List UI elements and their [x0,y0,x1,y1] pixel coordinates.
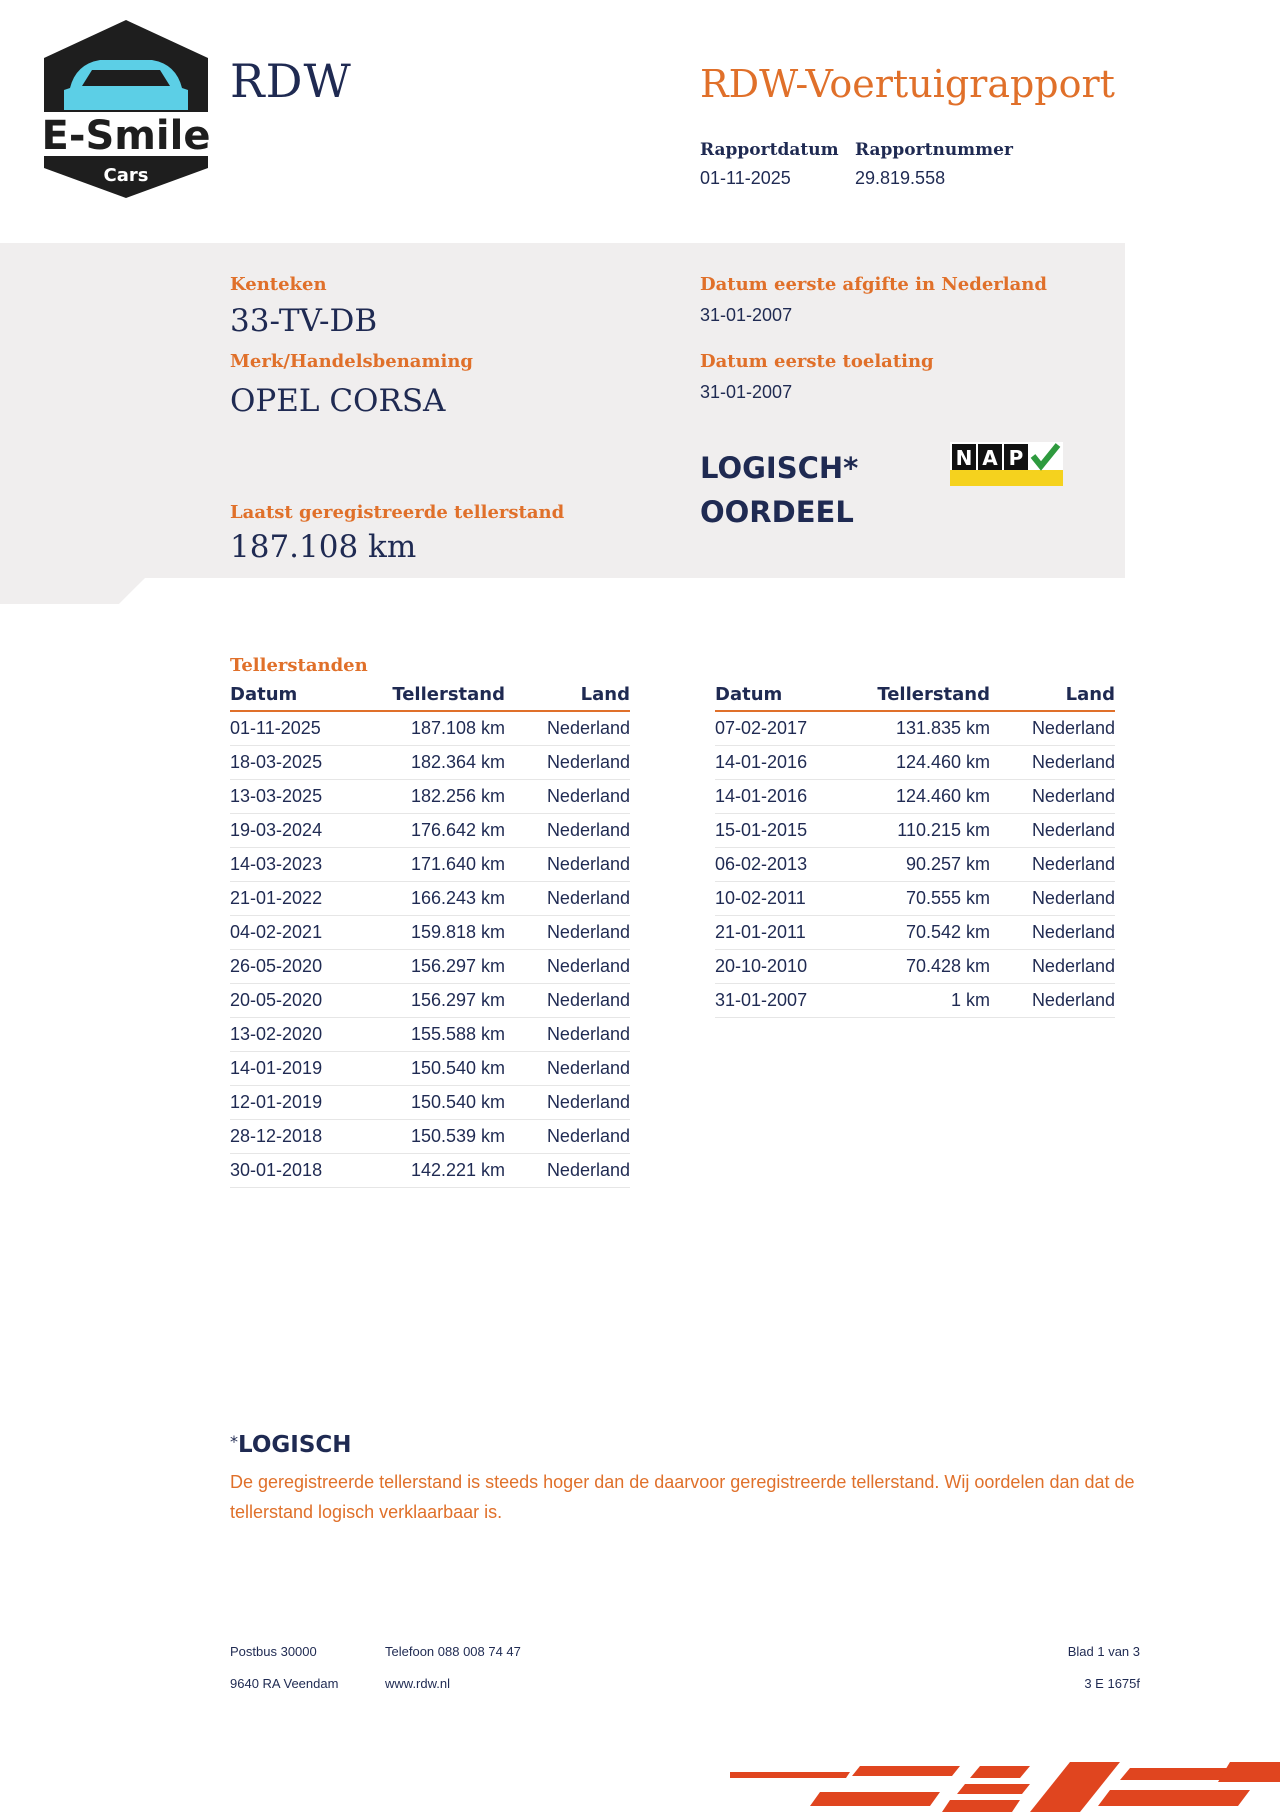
table-header [230,684,630,712]
row-km: 150.540 km [410,1058,505,1078]
rdw-stripes-graphic [730,1762,1280,1812]
readings-title: Tellerstanden [230,655,368,676]
table-row [715,984,1115,1018]
row-date: 14-01-2019 [230,1058,323,1078]
row-km: 156.297 km [410,990,505,1010]
row-km: 70.428 km [905,956,990,976]
row-country: Nederland [546,1024,630,1044]
row-country: Nederland [1031,990,1115,1010]
table-row [230,950,630,984]
footer-city: 9640 RA Veendam [230,1676,339,1691]
row-date: 26-05-2020 [230,956,323,976]
row-country: Nederland [546,1058,630,1078]
row-km: 156.297 km [410,956,505,976]
row-km: 159.818 km [410,922,505,942]
table-row [230,814,630,848]
row-country: Nederland [546,1160,630,1180]
verdict-line-2: OORDEEL [700,495,854,529]
row-country: Nederland [1031,854,1115,874]
table-row [230,1052,630,1086]
table-row [715,848,1115,882]
footer-web[interactable]: www.rdw.nl [385,1676,451,1691]
row-date: 31-01-2007 [715,990,808,1010]
odometer-label: Laatst geregistreerde tellerstand [230,502,565,523]
readings-table-left [230,684,630,1188]
rdw-wordmark: RDW [230,54,352,108]
header-date: Datum [715,684,783,705]
table-row [715,950,1115,984]
row-date: 15-01-2015 [715,820,808,840]
e-smile-logo [36,18,216,200]
header-km: Tellerstand [392,684,505,705]
table-row [230,984,630,1018]
row-country: Nederland [546,820,630,840]
report-date: 01-11-2025 [700,168,791,188]
table-row [715,916,1115,950]
row-country: Nederland [1031,956,1115,976]
row-km: 155.588 km [410,1024,505,1044]
row-country: Nederland [1031,922,1115,942]
footnote-text: De geregistreerde tellerstand is steeds hoger dan de daarvoor geregistreerde tellerstand. Wij oordelen dan dat de tellerstand logisch verklaarbaar is. [230,1472,1135,1522]
report-date-label: Rapportdatum [700,140,839,160]
table-row [230,882,630,916]
row-km: 110.215 km [897,820,990,840]
row-country: Nederland [1031,752,1115,772]
row-date: 19-03-2024 [230,820,323,840]
row-km: 70.542 km [905,922,990,942]
row-date: 30-01-2018 [230,1160,323,1180]
odometer-value: 187.108 km [230,529,417,565]
row-date: 18-03-2025 [230,752,323,772]
readings-table-right [715,684,1115,1018]
row-date: 20-05-2020 [230,990,323,1010]
row-country: Nederland [546,1126,630,1146]
row-date: 01-11-2025 [230,718,321,738]
row-km: 150.539 km [410,1126,505,1146]
table-row [230,1120,630,1154]
footnote-title [230,1432,352,1458]
verdict [700,446,858,534]
report-number-label: Rapportnummer [855,140,1013,160]
row-country: Nederland [1031,718,1115,738]
header-date: Datum [230,684,298,705]
table-row [715,882,1115,916]
row-km: 70.555 km [905,888,990,908]
table-row [230,848,630,882]
table-row [230,780,630,814]
table-row [230,1086,630,1120]
row-km: 131.835 km [895,718,990,738]
table-row [715,780,1115,814]
brand-label: Merk/Handelsbenaming [230,351,474,372]
nap-check-icon [950,442,1063,486]
footnote-title-text: LOGISCH [238,1432,352,1458]
plate-label: Kenteken [230,274,327,295]
table-row [230,1018,630,1052]
row-km: 90.257 km [905,854,990,874]
row-country: Nederland [546,1092,630,1112]
table-row [715,814,1115,848]
verdict-line-1: LOGISCH* [700,451,859,485]
row-km: 171.640 km [410,854,505,874]
row-km: 187.108 km [410,718,505,738]
table-row [230,916,630,950]
table-row [230,1154,630,1188]
row-km: 182.256 km [410,786,505,806]
row-date: 06-02-2013 [715,854,808,874]
row-km: 1 km [950,990,990,1010]
row-date: 13-03-2025 [230,786,323,806]
row-country: Nederland [546,854,630,874]
header-country: Land [580,684,630,705]
row-country: Nederland [546,752,630,772]
row-date: 28-12-2018 [230,1126,323,1146]
row-country: Nederland [1031,820,1115,840]
table-row [230,712,630,746]
nap-letter-a: A [982,446,998,470]
header-km: Tellerstand [877,684,990,705]
row-country: Nederland [546,786,630,806]
row-km: 150.540 km [410,1092,505,1112]
plate-value: 33-TV-DB [230,303,378,339]
row-date: 04-02-2021 [230,922,323,942]
row-country: Nederland [546,922,630,942]
row-date: 14-01-2016 [715,752,808,772]
header-country: Land [1065,684,1115,705]
report-number: 29.819.558 [855,168,946,188]
nap-letter-n: N [955,446,973,470]
row-km: 142.221 km [410,1160,505,1180]
row-km: 124.460 km [895,786,990,806]
row-date: 12-01-2019 [230,1092,323,1112]
row-date: 20-10-2010 [715,956,808,976]
row-date: 13-02-2020 [230,1024,323,1044]
svg-text:E-Smile: E-Smile [41,113,211,159]
panel-tail [0,578,145,604]
row-date: 14-01-2016 [715,786,808,806]
first-issue-nl-value: 31-01-2007 [700,305,793,325]
row-km: 124.460 km [895,752,990,772]
row-country: Nederland [546,718,630,738]
row-date: 21-01-2011 [715,922,806,942]
row-country: Nederland [1031,888,1115,908]
table-header [715,684,1115,712]
row-date: 14-03-2023 [230,854,323,874]
row-date: 21-01-2022 [230,888,323,908]
footer-phone: Telefoon 088 008 74 47 [385,1644,521,1659]
first-issue-nl-label: Datum eerste afgifte in Nederland [700,274,1047,295]
row-km: 182.364 km [410,752,505,772]
row-date: 10-02-2011 [715,888,806,908]
footnote-star: * [230,1432,238,1451]
row-km: 176.642 km [410,820,505,840]
table-row [715,712,1115,746]
footer-po-box: Postbus 30000 [230,1644,317,1659]
row-country: Nederland [546,990,630,1010]
brand-value: OPEL CORSA [230,383,446,419]
row-country: Nederland [546,956,630,976]
row-country: Nederland [546,888,630,908]
report-title: RDW-Voertuigrapport [700,62,1115,106]
row-km: 166.243 km [410,888,505,908]
first-admission-value: 31-01-2007 [700,382,793,402]
table-row [715,746,1115,780]
row-date: 07-02-2017 [715,718,808,738]
nap-letter-p: P [1008,446,1024,470]
first-admission-label: Datum eerste toelating [700,351,934,372]
footer-code: 3 E 1675f [1084,1676,1140,1691]
row-country: Nederland [1031,786,1115,806]
footer-page: Blad 1 van 3 [1067,1644,1140,1659]
svg-text:Cars: Cars [103,165,149,186]
table-row [230,746,630,780]
